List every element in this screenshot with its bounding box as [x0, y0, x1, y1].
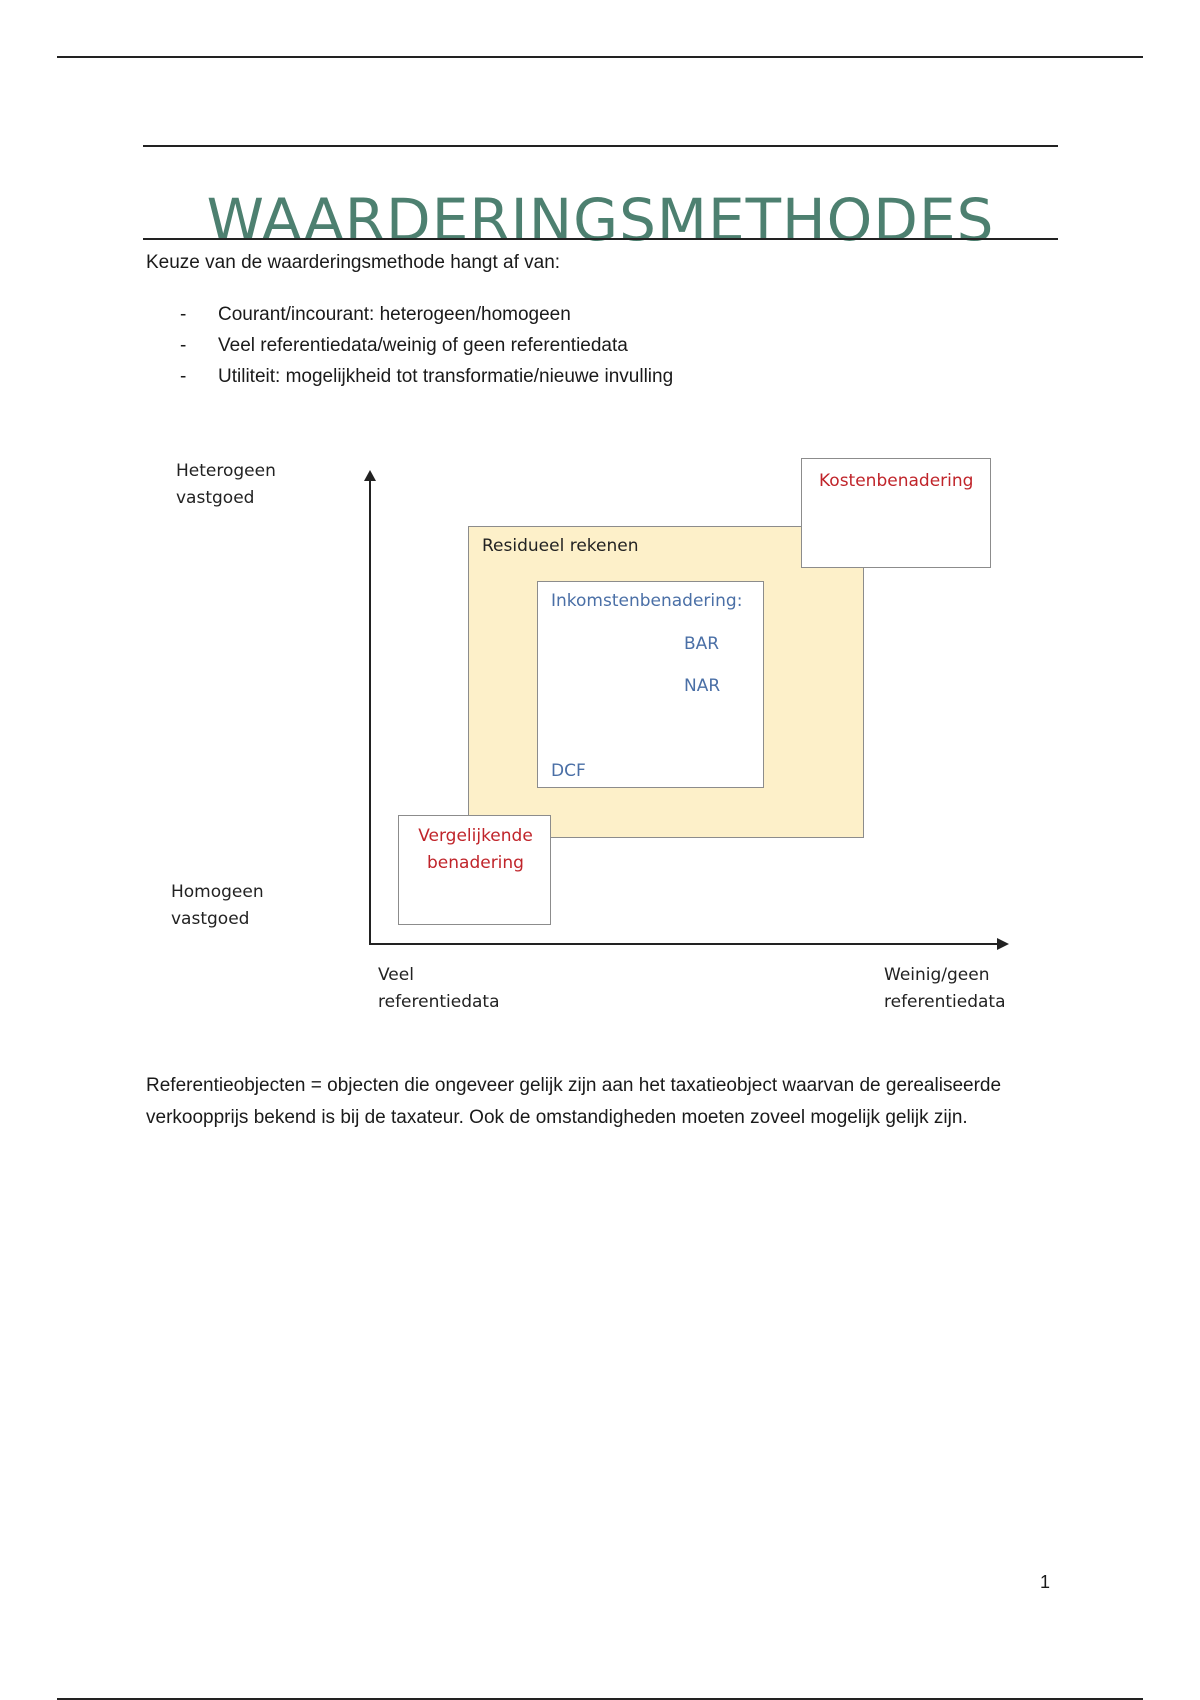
- vergelijkende-label-line2: benadering: [427, 853, 524, 873]
- y-axis-line: [369, 478, 371, 944]
- x-axis-line: [369, 943, 999, 945]
- x-axis-left-label-line2: referentiedata: [378, 992, 500, 1012]
- referentieobjecten-paragraph: Referentieobjecten = objecten die ongeveer gelijk zijn aan het taxatieobject waarvan de gerealiseerde verkoopprijs bekend is bij de taxateur. Ook de omstandigheden moeten zoveel mogelijk gelijk zijn.: [146, 1075, 1002, 1128]
- inkomstenbenadering-label: Inkomstenbenadering:: [551, 591, 743, 611]
- list-item-text: Utiliteit: mogelijkheid tot transformatie/nieuwe invulling: [218, 366, 674, 387]
- residueel-rekenen-label: Residueel rekenen: [482, 536, 639, 556]
- bullet-marker: -: [180, 366, 187, 387]
- y-axis-top-label-line1: Heterogeen: [176, 461, 276, 481]
- x-axis-right-label: [884, 962, 1006, 1016]
- x-axis-left-label-line1: Veel: [378, 965, 414, 985]
- dcf-label: DCF: [551, 761, 586, 781]
- vergelijkende-label-line1: Vergelijkende: [418, 826, 533, 846]
- x-axis-right-label-line2: referentiedata: [884, 992, 1006, 1012]
- kostenbenadering-label: Kostenbenadering: [819, 471, 974, 491]
- bullet-marker: -: [180, 335, 187, 356]
- y-axis-bottom-label: [171, 879, 264, 933]
- y-axis-top-label-line2: vastgoed: [176, 488, 255, 508]
- page-number: 1: [1040, 1572, 1051, 1592]
- intro-text: Keuze van de waarderingsmethode hangt af van:: [146, 252, 561, 273]
- x-axis-arrow-icon: [997, 938, 1009, 950]
- vergelijkende-benadering-box: [398, 815, 551, 925]
- x-axis-left-label: [378, 962, 500, 1016]
- y-axis-bottom-label-line1: Homogeen: [171, 882, 264, 902]
- y-axis-arrow-icon: [364, 470, 376, 481]
- y-axis-bottom-label-line2: vastgoed: [171, 909, 250, 929]
- page-title: WAARDERINGSMETHODES: [206, 185, 995, 254]
- bar-label: BAR: [684, 634, 720, 654]
- nar-label: NAR: [684, 676, 721, 696]
- y-axis-top-label: [176, 458, 276, 512]
- bullet-marker: -: [180, 304, 187, 325]
- kostenbenadering-box: [801, 458, 991, 568]
- list-item-text: Courant/incourant: heterogeen/homogeen: [218, 304, 571, 325]
- list-item-text: Veel referentiedata/weinig of geen referentiedata: [218, 335, 628, 356]
- inkomstenbenadering-box: [537, 581, 764, 788]
- vergelijkende-benadering-label: [399, 823, 552, 877]
- x-axis-right-label-line1: Weinig/geen: [884, 965, 990, 985]
